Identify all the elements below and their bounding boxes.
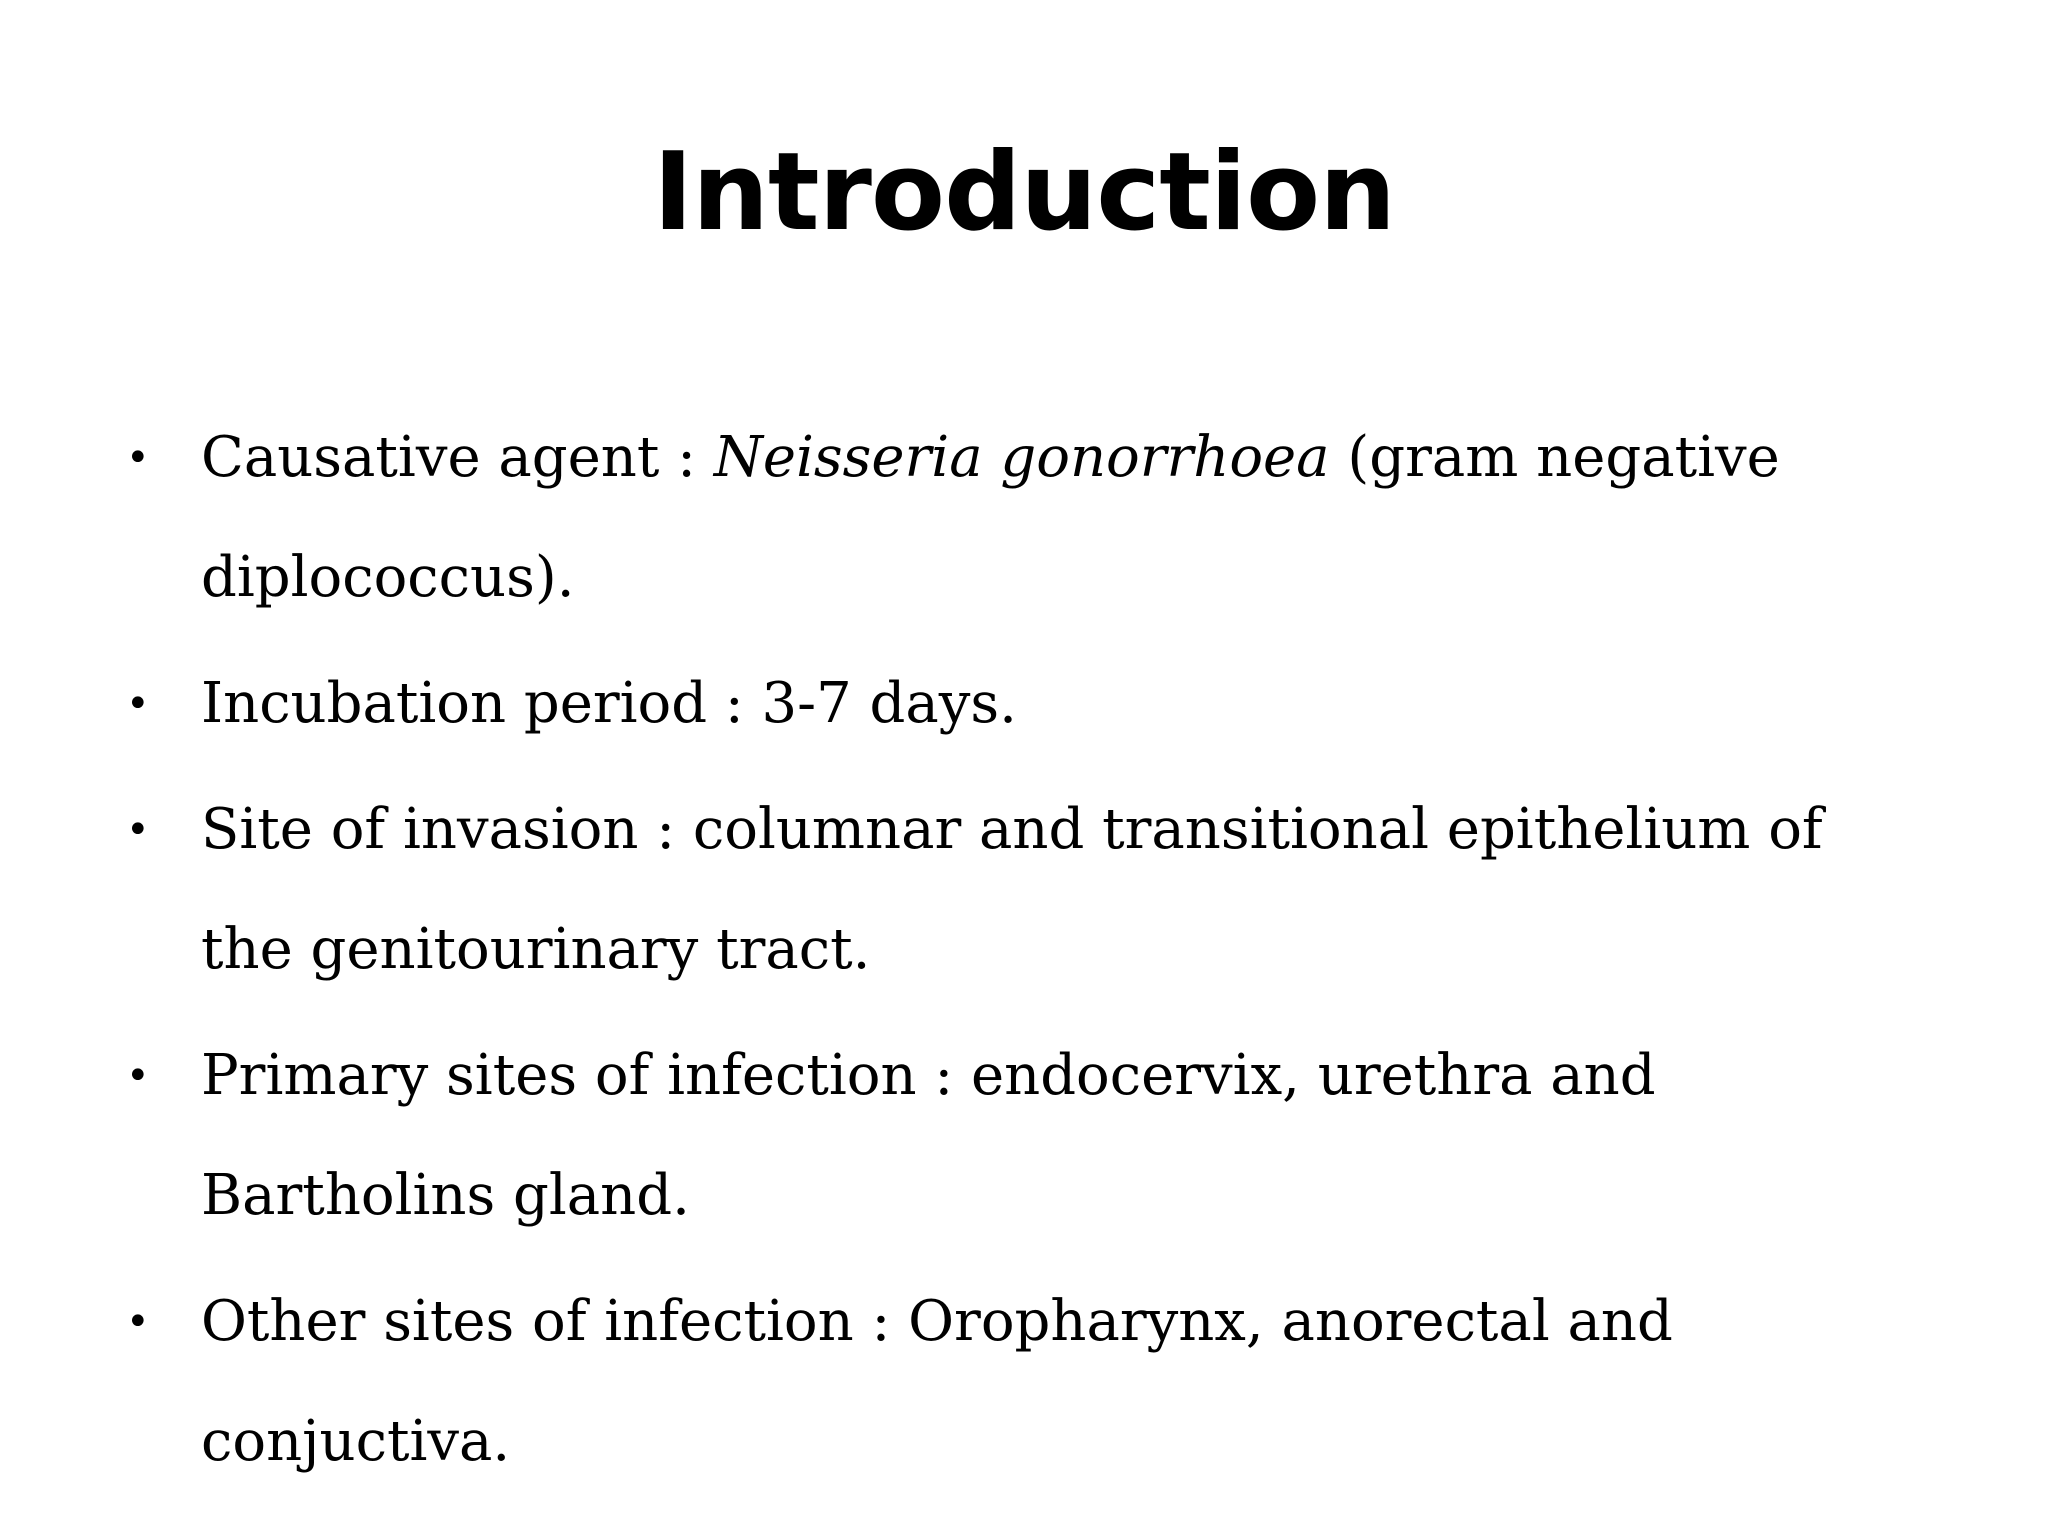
bullet-text: Other sites of infection : Oropharynx, anorectal and conjuctiva. <box>201 1289 1673 1474</box>
bullet-incubation-period <box>0 644 2048 764</box>
bullet-text: Site of invasion : columnar and transitional epithelium of the genitourinary tract. <box>201 797 1823 982</box>
bullet-text <box>201 425 1780 610</box>
bullet-causative-agent <box>0 398 2048 638</box>
bullet-other-sites <box>0 1262 2048 1502</box>
bullet-site-of-invasion <box>0 770 2048 1010</box>
bullet-dot-icon: • <box>126 435 150 481</box>
bullet-text: Incubation period : 3-7 days. <box>201 671 1017 736</box>
bullet-text: Primary sites of infection : endocervix, urethra and Bartholins gland. <box>201 1043 1656 1228</box>
bullet-dot-icon: • <box>126 1299 150 1345</box>
organism-name: Neisseria gonorrhoea <box>713 425 1330 490</box>
bullet-list <box>0 398 2048 1508</box>
slide-title: Introduction <box>652 130 1396 255</box>
bullet-primary-sites <box>0 1016 2048 1256</box>
causative-agent-label: Causative agent : <box>201 425 714 490</box>
bullet-dot-icon: • <box>126 1053 150 1099</box>
organism-description: (gram negative diplococcus). <box>201 425 1780 610</box>
bullet-dot-icon: • <box>126 681 150 727</box>
bullet-dot-icon: • <box>126 807 150 853</box>
